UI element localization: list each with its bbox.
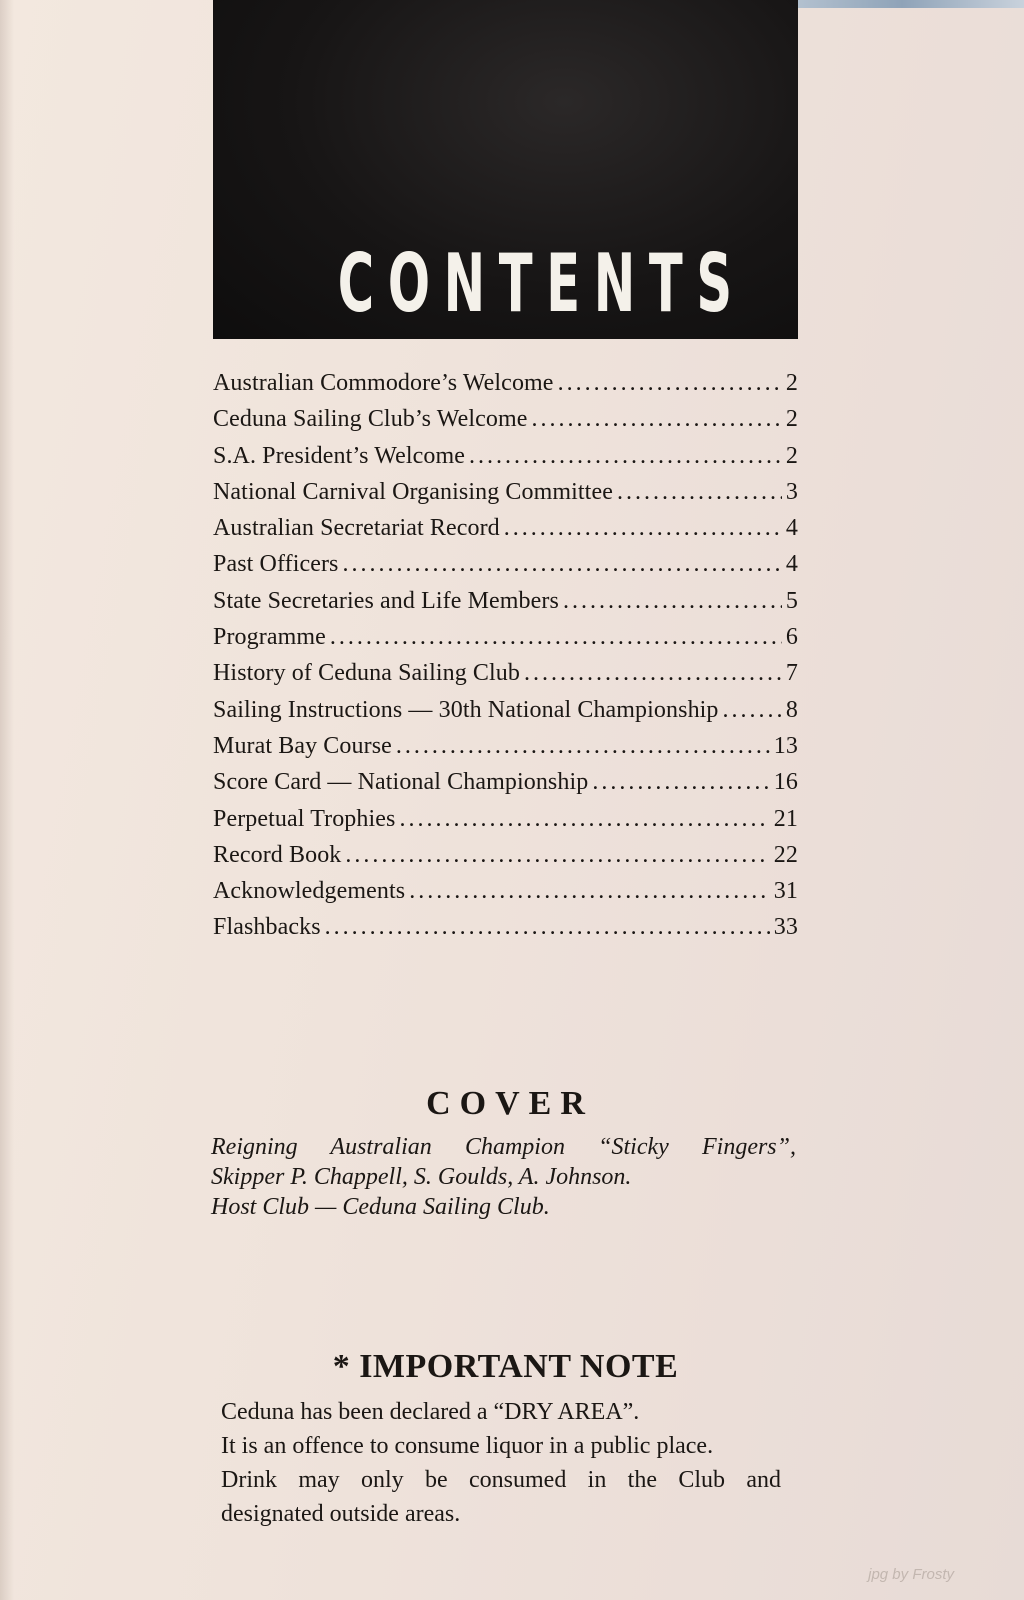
important-note-heading: * IMPORTANT NOTE bbox=[332, 1348, 679, 1385]
toc-entry bbox=[213, 806, 798, 842]
note-line: designated outside areas. bbox=[221, 1501, 461, 1527]
dot-leader bbox=[558, 370, 782, 397]
toc-entry-page: 2 bbox=[785, 406, 798, 433]
toc-entry bbox=[213, 842, 798, 878]
dot-leader bbox=[532, 406, 782, 433]
dot-leader bbox=[723, 697, 782, 724]
toc-entry-page: 8 bbox=[785, 696, 798, 723]
dot-leader bbox=[524, 660, 782, 687]
toc-entry bbox=[213, 733, 798, 769]
toc-entry bbox=[213, 588, 798, 624]
toc-entry bbox=[213, 660, 798, 696]
toc-entry-title: Flashbacks bbox=[213, 914, 321, 941]
toc-entry-title: National Carnival Organising Committee bbox=[213, 478, 613, 505]
toc-entry-page: 5 bbox=[785, 587, 798, 614]
toc-entry-page: 31 bbox=[773, 878, 798, 905]
toc-entry bbox=[213, 443, 798, 479]
dot-leader bbox=[345, 842, 769, 869]
toc-entry bbox=[213, 914, 798, 950]
toc-entry-title: State Secretaries and Life Members bbox=[213, 587, 559, 614]
page-fold-shadow bbox=[0, 0, 14, 1600]
toc-entry-page: 4 bbox=[785, 515, 798, 542]
toc-entry-title: Perpetual Trophies bbox=[213, 805, 396, 832]
toc-entry bbox=[213, 697, 798, 733]
toc-entry-page: 22 bbox=[773, 841, 798, 868]
toc-entry bbox=[213, 479, 798, 515]
dot-leader bbox=[592, 769, 769, 796]
top-edge-strip bbox=[780, 0, 1024, 8]
cover-caption-line: Skipper P. Chappell, S. Goulds, A. Johnson. bbox=[211, 1164, 632, 1190]
note-line: Drink may only be consumed in the Club and bbox=[221, 1467, 781, 1493]
cover-caption bbox=[211, 1132, 796, 1222]
note-line: Ceduna has been declared a “DRY AREA”. bbox=[221, 1399, 640, 1425]
dot-leader bbox=[504, 515, 782, 542]
toc-entry bbox=[213, 769, 798, 805]
cover-caption-line: Host Club — Ceduna Sailing Club. bbox=[211, 1194, 550, 1220]
cover-caption-line: Reigning Australian Champion “Sticky Fingers”, bbox=[211, 1134, 796, 1160]
toc-entry-title: Ceduna Sailing Club’s Welcome bbox=[213, 406, 528, 433]
table-of-contents bbox=[213, 370, 798, 951]
toc-entry-title: Record Book bbox=[213, 841, 342, 868]
note-line: It is an offence to consume liquor in a public place. bbox=[221, 1433, 714, 1459]
contents-banner bbox=[213, 0, 798, 339]
toc-entry-title: Acknowledgements bbox=[213, 878, 406, 905]
toc-entry-page: 16 bbox=[773, 769, 798, 796]
toc-entry-title: Australian Secretariat Record bbox=[213, 515, 500, 542]
watermark: jpg by Frosty bbox=[868, 1566, 954, 1583]
important-note-body bbox=[221, 1395, 781, 1531]
toc-entry bbox=[213, 406, 798, 442]
dot-leader bbox=[617, 479, 782, 506]
dot-leader bbox=[330, 624, 782, 651]
toc-entry-title: S.A. President’s Welcome bbox=[213, 442, 465, 469]
toc-entry-page: 7 bbox=[785, 660, 798, 687]
toc-entry-title: Score Card — National Championship bbox=[213, 769, 589, 796]
toc-entry-title: History of Ceduna Sailing Club bbox=[213, 660, 520, 687]
page-title: CONTENTS bbox=[337, 237, 746, 330]
dot-leader bbox=[399, 806, 769, 833]
dot-leader bbox=[469, 443, 782, 470]
toc-entry-page: 33 bbox=[773, 914, 798, 941]
toc-entry-page: 13 bbox=[773, 732, 798, 759]
toc-entry-title: Past Officers bbox=[213, 551, 339, 578]
toc-entry-title: Murat Bay Course bbox=[213, 732, 392, 759]
dot-leader bbox=[396, 733, 770, 760]
toc-entry-page: 4 bbox=[785, 551, 798, 578]
toc-entry-page: 6 bbox=[785, 624, 798, 651]
toc-entry bbox=[213, 515, 798, 551]
toc-entry-page: 3 bbox=[785, 478, 798, 505]
toc-entry-page: 2 bbox=[785, 370, 798, 396]
toc-entry-title: Programme bbox=[213, 624, 326, 651]
toc-entry bbox=[213, 878, 798, 914]
toc-entry-page: 2 bbox=[785, 442, 798, 469]
dot-leader bbox=[325, 914, 770, 941]
cover-heading: COVER bbox=[426, 1085, 594, 1122]
dot-leader bbox=[563, 588, 782, 615]
toc-entry bbox=[213, 551, 798, 587]
toc-entry-title: Sailing Instructions — 30th National Championship bbox=[213, 696, 719, 723]
toc-entry bbox=[213, 624, 798, 660]
toc-entry-title: Australian Commodore’s Welcome bbox=[213, 370, 554, 396]
toc-entry-page: 21 bbox=[773, 805, 798, 832]
dot-leader bbox=[343, 551, 782, 578]
toc-entry bbox=[213, 370, 798, 406]
dot-leader bbox=[409, 878, 770, 905]
